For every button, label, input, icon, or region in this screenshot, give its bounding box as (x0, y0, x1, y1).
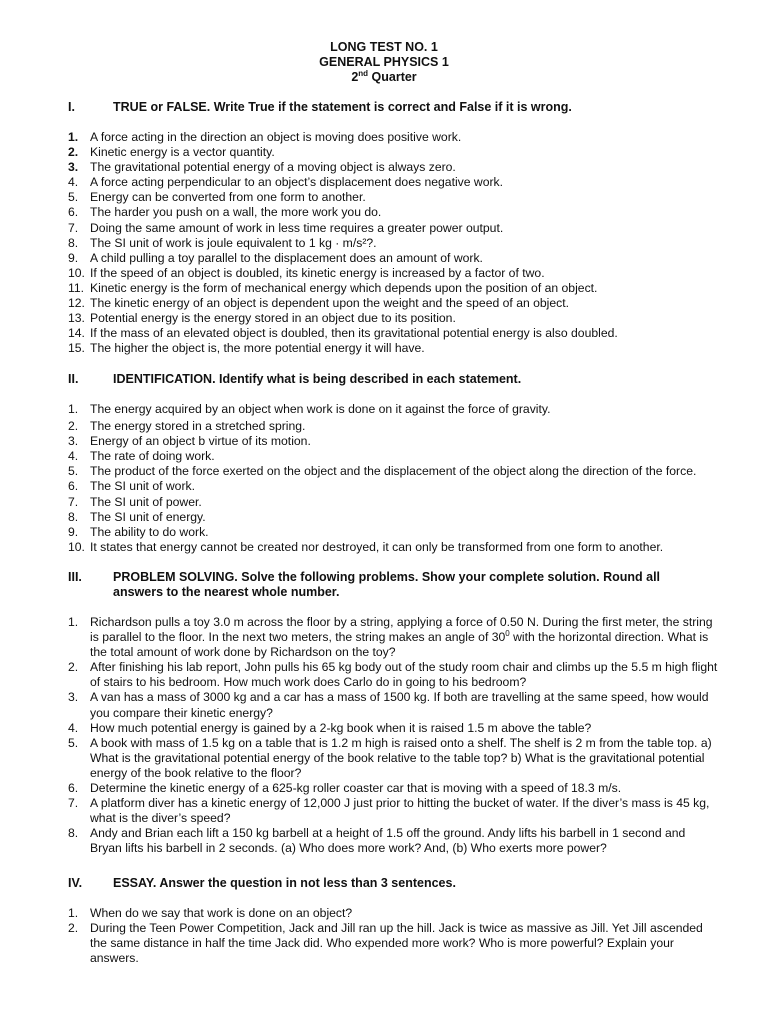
item-text: Kinetic energy is a vector quantity. (90, 145, 275, 160)
list-item (68, 419, 718, 434)
list-item (68, 690, 718, 720)
list-item (68, 326, 718, 341)
quarter-number: 2 (351, 70, 359, 84)
item-number: 9. (68, 250, 79, 265)
list-item (68, 296, 718, 311)
item-number: 3. (68, 434, 79, 449)
item-text: The energy stored in a stretched spring. (90, 419, 306, 434)
item-text: The SI unit of energy. (90, 509, 206, 524)
list-item (68, 236, 718, 251)
item-text: Andy and Brian each lift a 150 kg barbell at a height of 1.5 off the ground. Andy lifts his barbell in 1 second and Bryan lifts his barbell in 2 seconds. (a) Who does more work? And, (b) Who exerts more power? (90, 826, 686, 856)
item-text: During the Teen Power Competition, Jack and Jill ran up the hill. Jack is twice as massive as Jill. Yet Jill ascended the same distance in half the time Jack did. Who expended more work? Who is more powerful? Explain your answers. (90, 921, 703, 966)
item-text: A book with mass of 1.5 kg on a table that is 1.2 m high is raised onto a shelf. The shelf is 2 m from the table top. a) What is the gravitational potential energy of the book relative to the table top? b) What is the gravitational potential energy of the book relative to the floor? (90, 735, 712, 780)
section-2-number: II. (68, 372, 79, 386)
item-text: How much potential energy is gained by a 2-kg book when it is raised 1.5 m above the table? (90, 720, 592, 735)
section-3-list (68, 615, 718, 857)
item-number: 1. (68, 615, 79, 629)
item-number: 8. (68, 235, 79, 250)
list-item (68, 175, 718, 190)
list-item (68, 221, 718, 236)
item-number: 5. (68, 464, 79, 479)
item-text: The higher the object is, the more potential energy it will have. (90, 341, 425, 356)
list-item (68, 190, 718, 205)
item-text: A van has a mass of 3000 kg and a car has a mass of 1500 kg. If both are travelling at the same speed, how would you compare their kinetic energy? (90, 690, 709, 720)
list-item (68, 341, 718, 356)
list-item (68, 479, 718, 494)
item-text: Potential energy is the energy stored in an object due to its position. (90, 311, 456, 326)
item-number: 3. (68, 160, 79, 175)
item-number: 2. (68, 419, 79, 434)
list-item (68, 130, 718, 145)
item-number: 10. (68, 539, 85, 554)
list-item (68, 921, 718, 966)
list-item (68, 266, 718, 281)
item-number: 5. (68, 735, 79, 750)
item-text: The ability to do work. (90, 524, 209, 539)
item-text: When do we say that work is done on an object? (90, 906, 353, 920)
document-header (0, 40, 768, 85)
item-text: If the speed of an object is doubled, its kinetic energy is increased by a factor of two. (90, 265, 545, 280)
item-text (90, 615, 718, 660)
section-3-instructions: PROBLEM SOLVING. Solve the following problems. Show your complete solution. Round all answers to the nearest whole number. (113, 570, 661, 599)
list-item (68, 826, 718, 856)
section-4-title (68, 876, 708, 891)
section-1-number: I. (68, 100, 75, 114)
item-text: A child pulling a toy parallel to the displacement does an amount of work. (90, 250, 483, 265)
item-number: 12. (68, 296, 85, 311)
quarter-superscript: nd (358, 68, 369, 78)
item-number: 5. (68, 190, 79, 205)
test-title: LONG TEST NO. 1 (330, 40, 438, 54)
section-3-number: III. (68, 570, 82, 584)
item-number: 4. (68, 720, 79, 735)
section-4-number: IV. (68, 876, 83, 890)
item-number: 4. (68, 175, 79, 190)
item-text: The kinetic energy of an object is dependent upon the weight and the speed of an object. (90, 296, 570, 311)
section-2-list (68, 402, 718, 555)
item-number: 6. (68, 781, 79, 796)
section-3-title (68, 570, 708, 600)
item-text: It states that energy cannot be created nor destroyed, it can only be transformed from one form to another. (90, 539, 664, 554)
item-number: 8. (68, 826, 79, 841)
item-number: 6. (68, 205, 79, 220)
list-item (68, 434, 718, 449)
item-number: 2. (68, 145, 79, 160)
item-number: 9. (68, 524, 79, 539)
list-item (68, 251, 718, 266)
item-number: 1. (68, 906, 79, 920)
subject-title: GENERAL PHYSICS 1 (319, 55, 449, 69)
item-text: The gravitational potential energy of a moving object is always zero. (90, 160, 456, 175)
list-item (68, 796, 718, 826)
item-text: Kinetic energy is the form of mechanical energy which depends upon the position of an object. (90, 280, 598, 295)
list-item (68, 160, 718, 175)
section-4-instructions: ESSAY. Answer the question in not less than 3 sentences. (113, 876, 456, 890)
list-item (68, 660, 718, 690)
item-text: Energy of an object b virtue of its motion. (90, 434, 311, 449)
list-item (68, 311, 718, 326)
item-text: The SI unit of power. (90, 494, 202, 509)
item-text: The energy acquired by an object when work is done on it against the force of gravity. (90, 402, 551, 416)
item-text: 0 (505, 629, 510, 639)
item-number: 15. (68, 341, 85, 356)
item-number: 6. (68, 479, 79, 494)
item-number: 14. (68, 326, 85, 341)
list-item (68, 145, 718, 160)
list-item (68, 721, 718, 736)
list-item (68, 615, 718, 660)
item-text: The product of the force exerted on the object and the displacement of the object along the direction of the force. (90, 464, 697, 479)
item-text: Richardson pulls a toy 3.0 m across the floor by a string, applying a force of 0.50 N. During the first meter, the string is parallel to the floor. In the next two meters, the string makes an angle of 30 (90, 615, 713, 645)
item-text: Energy can be converted from one form to another. (90, 190, 366, 205)
list-item (68, 525, 718, 540)
item-number: 13. (68, 311, 85, 326)
item-number: 7. (68, 796, 79, 811)
item-text: Determine the kinetic energy of a 625-kg roller coaster car that is moving with a speed of 18.3 m/s. (90, 781, 622, 796)
item-number: 1. (68, 402, 79, 416)
item-number: 10. (68, 265, 85, 280)
section-1-instructions: TRUE or FALSE. Write True if the statement is correct and False if it is wrong. (113, 100, 572, 114)
item-text: After finishing his lab report, John pulls his 65 kg body out of the study room chair and climbs up the 5.5 m high flight of stairs to his bedroom. How much work does Carlo do in going to his bedroom? (90, 660, 718, 690)
item-text: The harder you push on a wall, the more work you do. (90, 205, 382, 220)
item-number: 7. (68, 494, 79, 509)
item-number: 11. (68, 280, 85, 295)
list-item (68, 205, 718, 220)
item-number: 4. (68, 449, 79, 464)
item-number: 2. (68, 921, 79, 936)
item-text: Doing the same amount of work in less time requires a greater power output. (90, 220, 504, 235)
item-text: The SI unit of work is joule equivalent to 1 kg · m/s²?. (90, 235, 377, 250)
list-item (68, 781, 718, 796)
section-4-list (68, 906, 718, 966)
list-item (68, 464, 718, 479)
section-1-list (68, 130, 718, 356)
item-text: If the mass of an elevated object is doubled, then its gravitational potential energy is also doubled. (90, 326, 618, 341)
section-2-instructions: IDENTIFICATION. Identify what is being described in each statement. (113, 372, 522, 386)
item-text: A platform diver has a kinetic energy of 12,000 J just prior to hitting the bucket of water. If the diver’s mass is 45 kg, what is the diver’s speed? (90, 796, 710, 826)
item-number: 2. (68, 660, 79, 675)
section-2-title (68, 372, 708, 387)
list-item (68, 510, 718, 525)
item-text: A force acting in the direction an object is moving does positive work. (90, 130, 462, 144)
item-text: A force acting perpendicular to an object’s displacement does negative work. (90, 175, 504, 190)
list-item (68, 540, 718, 555)
item-number: 3. (68, 690, 79, 705)
item-number: 7. (68, 220, 79, 235)
list-item (68, 736, 718, 781)
list-item (68, 906, 718, 921)
list-item (68, 402, 718, 417)
item-text: The SI unit of work. (90, 479, 195, 494)
section-1-title (68, 100, 708, 115)
list-item (68, 281, 718, 296)
quarter-label (0, 70, 768, 85)
list-item (68, 449, 718, 464)
item-number: 1. (68, 130, 79, 144)
item-number: 8. (68, 509, 79, 524)
item-text: The rate of doing work. (90, 449, 215, 464)
list-item (68, 495, 718, 510)
item-text: with the horizontal direction. What is the total amount of work done by Richardson on the toy? (90, 630, 709, 660)
quarter-word: Quarter (368, 70, 417, 84)
